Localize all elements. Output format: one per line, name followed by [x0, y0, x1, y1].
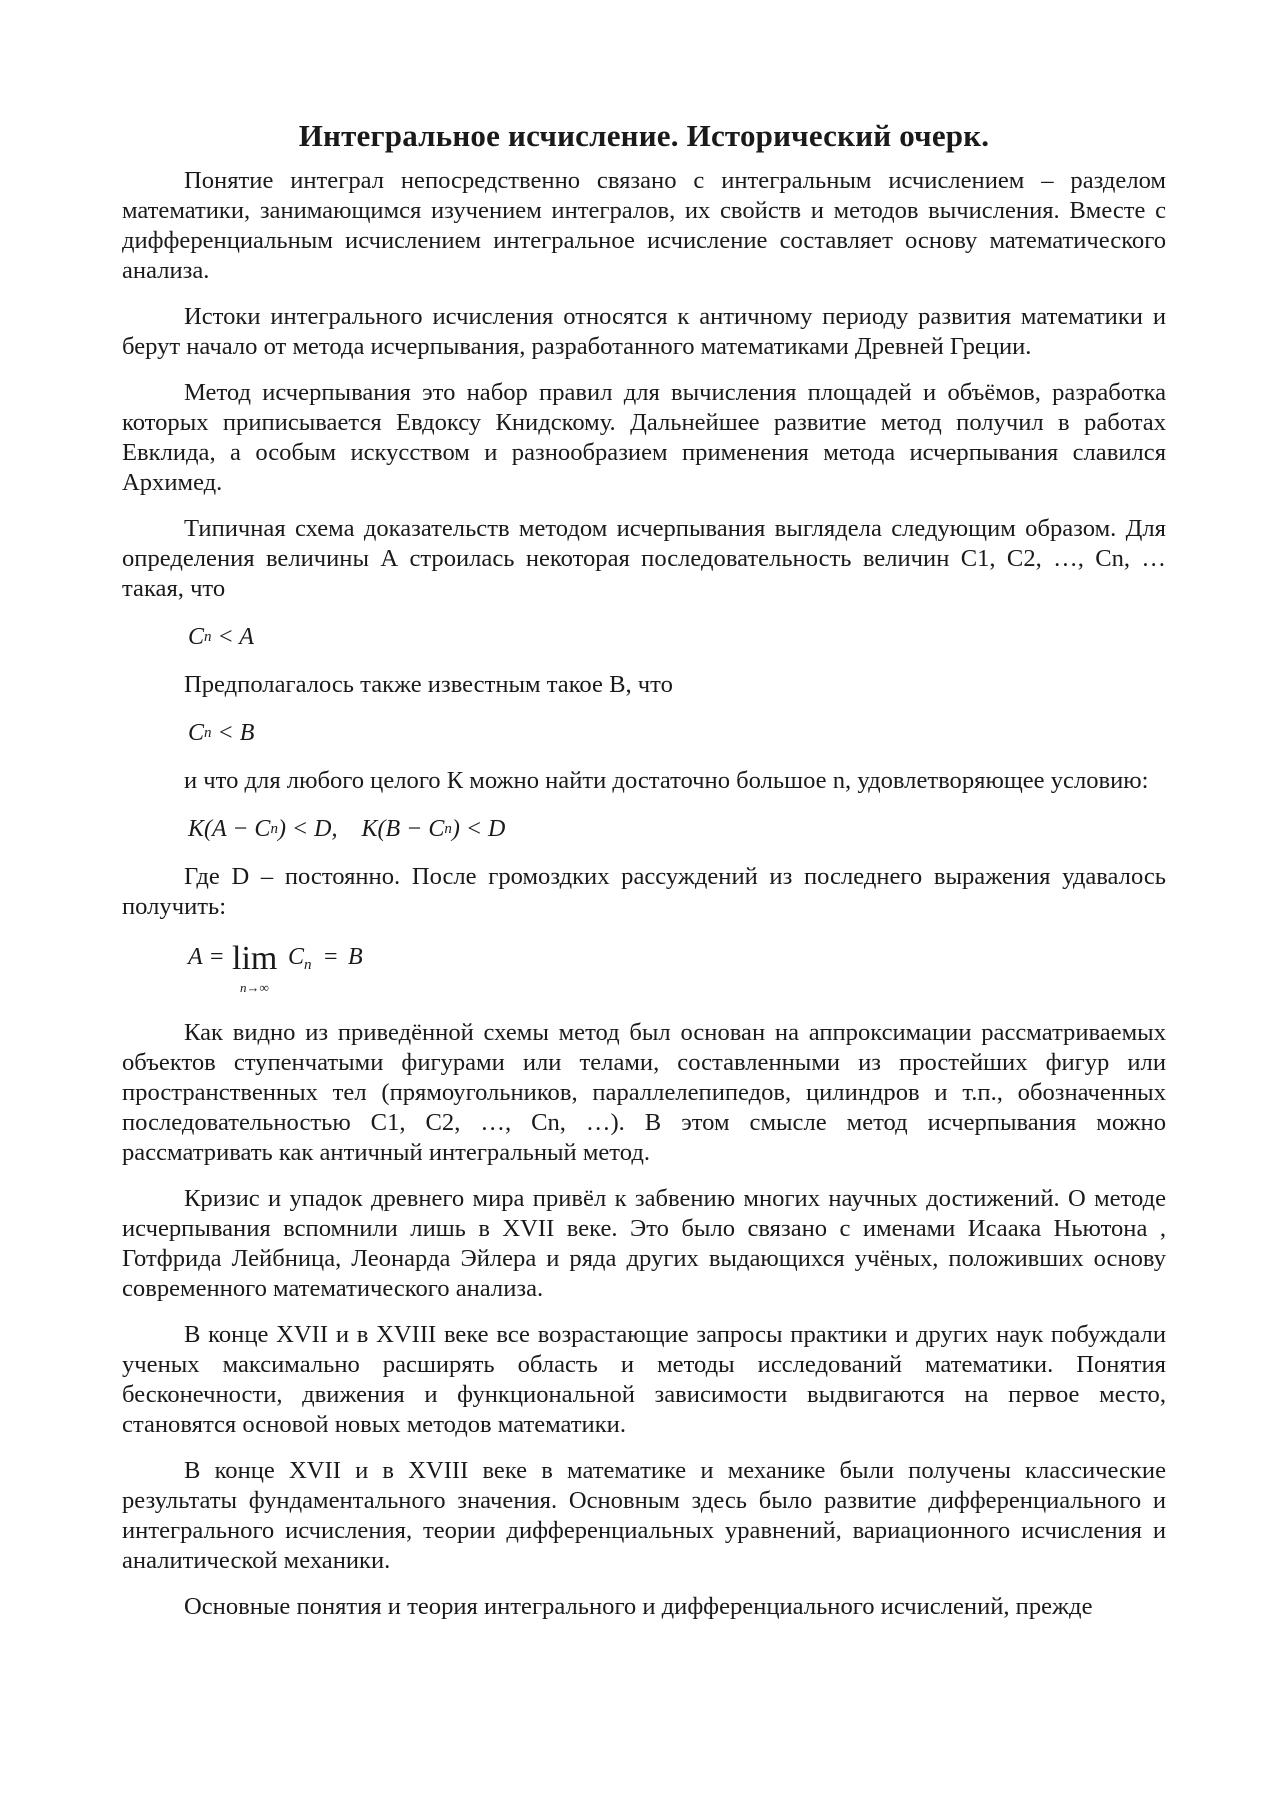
- paragraph-11: В конце XVII и в XVIII веке в математике и механике были получены классические результаты фундаментального значения. Основным здесь было развитие дифференциального и интегрального исчисления, теории дифференциальных уравнений, вариационного исчисления и аналитической механики.: [122, 1457, 1166, 1574]
- paragraph-7: Где D – постоянно. После громоздких рассуждений из последнего выражения удавалось получить:: [122, 863, 1166, 920]
- paragraph-6: и что для любого целого К можно найти достаточно большое n, удовлетворяющее условию:: [184, 767, 1149, 794]
- formula-cn-less-b: C n < B: [188, 719, 255, 746]
- paragraph-4: Типичная схема доказательств методом исчерпывания выглядела следующим образом. Для определения величины А строилась некоторая последовательность величин С1, С2, …, Сn, … такая, что: [122, 515, 1166, 602]
- paragraph-1: Понятие интеграл непосредственно связано с интегральным исчислением – разделом математики, занимающимся изучением интегралов, их свойств и методов вычисления. Вместе с дифференциальным исчислением интегральное исчисление составляет основу математического анализа.: [122, 167, 1166, 284]
- paragraph-3: Метод исчерпывания это набор правил для вычисления площадей и объёмов, разработка которых приписывается Евдоксу Книдскому. Дальнейшее развитие метод получил в работах Евклида, а особым искусством и разнообразием применения метода исчерпывания славился Архимед.: [122, 379, 1166, 496]
- page-title: Интегральное исчисление. Исторический очерк.: [298, 118, 990, 153]
- paragraph-10: В конце XVII и в XVIII веке все возрастающие запросы практики и других наук побуждали ученых максимально расширять область и методы исследований математики. Понятия бесконечности, движения и функциональной зависимости выдвигаются на первое место, становятся основой новых методов математики.: [122, 1321, 1166, 1438]
- paragraph-9: Кризис и упадок древнего мира привёл к забвению многих научных достижений. О методе исчерпывания вспомнили лишь в XVII веке. Это было связано с именами Исаака Ньютона , Готфрида Лейбница, Леонарда Эйлера и ряда других выдающихся учёных, положивших основу современного математического анализа.: [122, 1185, 1166, 1302]
- formula-limit: A = lim n→∞ $C_n$ = B: [188, 940, 363, 995]
- paragraph-12: Основные понятия и теория интегрального и дифференциального исчислений, прежде: [184, 1593, 1093, 1620]
- formula-k-inequalities: K(A − C n ) < D, K(B − C n ) < D: [188, 815, 506, 842]
- paragraph-5: Предполагалось также известным такое В, что: [184, 671, 673, 698]
- formula-cn-less-a: C n < A: [188, 623, 254, 650]
- paragraph-2: Истоки интегрального исчисления относятся к античному периоду развития математики и берут начало от метода исчерпывания, разработанного математиками Древней Греции.: [122, 303, 1166, 360]
- paragraph-8: Как видно из приведённой схемы метод был основан на аппроксимации рассматриваемых объектов ступенчатыми фигурами или телами, составленными из простейших фигур или пространственных тел (прямоугольников, параллелепипедов, цилиндров и т.п., обозначенных последовательностью С1, С2, …, Сn, …). В этом смысле метод исчерпывания можно рассматривать как античный интегральный метод.: [122, 1019, 1166, 1166]
- document-page: [122, 118, 1166, 1638]
- limit-operator: lim: [232, 940, 278, 977]
